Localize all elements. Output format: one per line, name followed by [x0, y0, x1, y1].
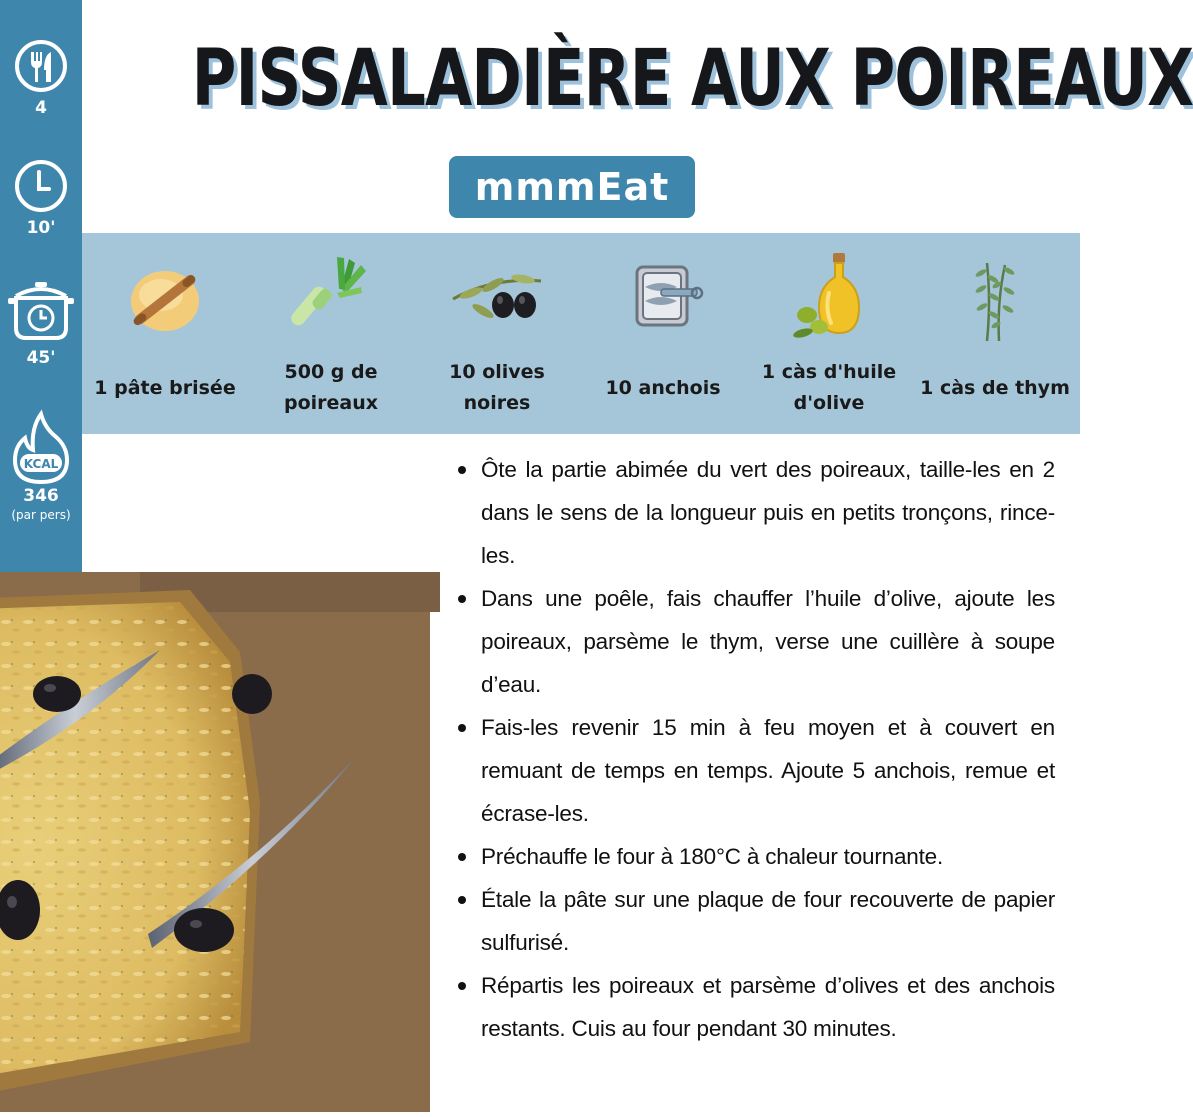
ingredients-band: [82, 233, 1080, 434]
ingredient-label: 500 g de poireaux: [283, 361, 379, 414]
fork-knife-icon: [13, 38, 69, 94]
calories-info: [0, 410, 82, 522]
cook-time-info: [0, 280, 82, 368]
kcal-badge-text: KCAL: [23, 457, 59, 471]
ingredient-olive-oil: [746, 233, 912, 434]
ingredient-anchovies: [580, 233, 746, 434]
calories-note: (par pers): [11, 508, 71, 522]
cook-time-value: 45': [26, 348, 56, 368]
ingredient-label: 10 olives noires: [449, 361, 545, 414]
step-item: Fais-les revenir 15 min à feu moyen et à couvert en remuant de temps en temps. Ajoute 5 anchois, remue et écrase-les.: [453, 706, 1055, 835]
prep-time-value: 10': [26, 218, 56, 238]
black-olives-icon: [449, 249, 545, 345]
recipe-title: PISSALADIÈRE AUX POIREAUX: [191, 34, 1193, 124]
ingredient-olives: [414, 233, 580, 434]
ingredient-dough: [82, 233, 248, 434]
thyme-icon: [947, 249, 1043, 345]
step-item: Dans une poêle, fais chauffer l’huile d’olive, ajoute les poireaux, parsème le thym, verse une cuillère à soupe d’eau.: [453, 577, 1055, 706]
servings-value: 4: [35, 98, 47, 118]
kcal-flame-icon: [10, 410, 72, 486]
dish-photo: [0, 572, 430, 1112]
dough-rolling-pin-icon: [117, 249, 213, 345]
step-item: Préchauffe le four à 180°C à chaleur tournante.: [453, 835, 1055, 878]
step-item: Étale la pâte sur une plaque de four recouverte de papier sulfurisé.: [453, 878, 1055, 964]
brand-logo: mmmEat: [449, 156, 695, 218]
ingredient-label: 1 pâte brisée: [94, 376, 236, 399]
recipe-info-sidebar: [0, 0, 82, 620]
recipe-steps: [453, 448, 1055, 1050]
cooking-pot-icon: [6, 280, 76, 344]
ingredient-leek: [248, 233, 414, 434]
clock-icon: [13, 158, 69, 214]
step-item: Répartis les poireaux et parsème d’olives et des anchois restants. Cuis au four pendant 30 minutes.: [453, 964, 1055, 1050]
anchovy-tin-icon: [615, 249, 711, 345]
servings-info: [0, 38, 82, 118]
prep-time-info: [0, 158, 82, 238]
ingredient-label: 1 càs de thym: [920, 376, 1070, 399]
step-item: Ôte la partie abimée du vert des poireaux, taille-les en 2 dans le sens de la longueur puis en petits tronçons, rince-les.: [453, 448, 1055, 577]
ingredient-label: 10 anchois: [605, 376, 721, 399]
leek-icon: [283, 249, 379, 345]
ingredient-label: 1 càs d'huile d'olive: [761, 361, 897, 414]
calories-value: 346: [23, 486, 59, 506]
olive-oil-bottle-icon: [781, 249, 877, 345]
ingredient-thyme: [912, 233, 1078, 434]
